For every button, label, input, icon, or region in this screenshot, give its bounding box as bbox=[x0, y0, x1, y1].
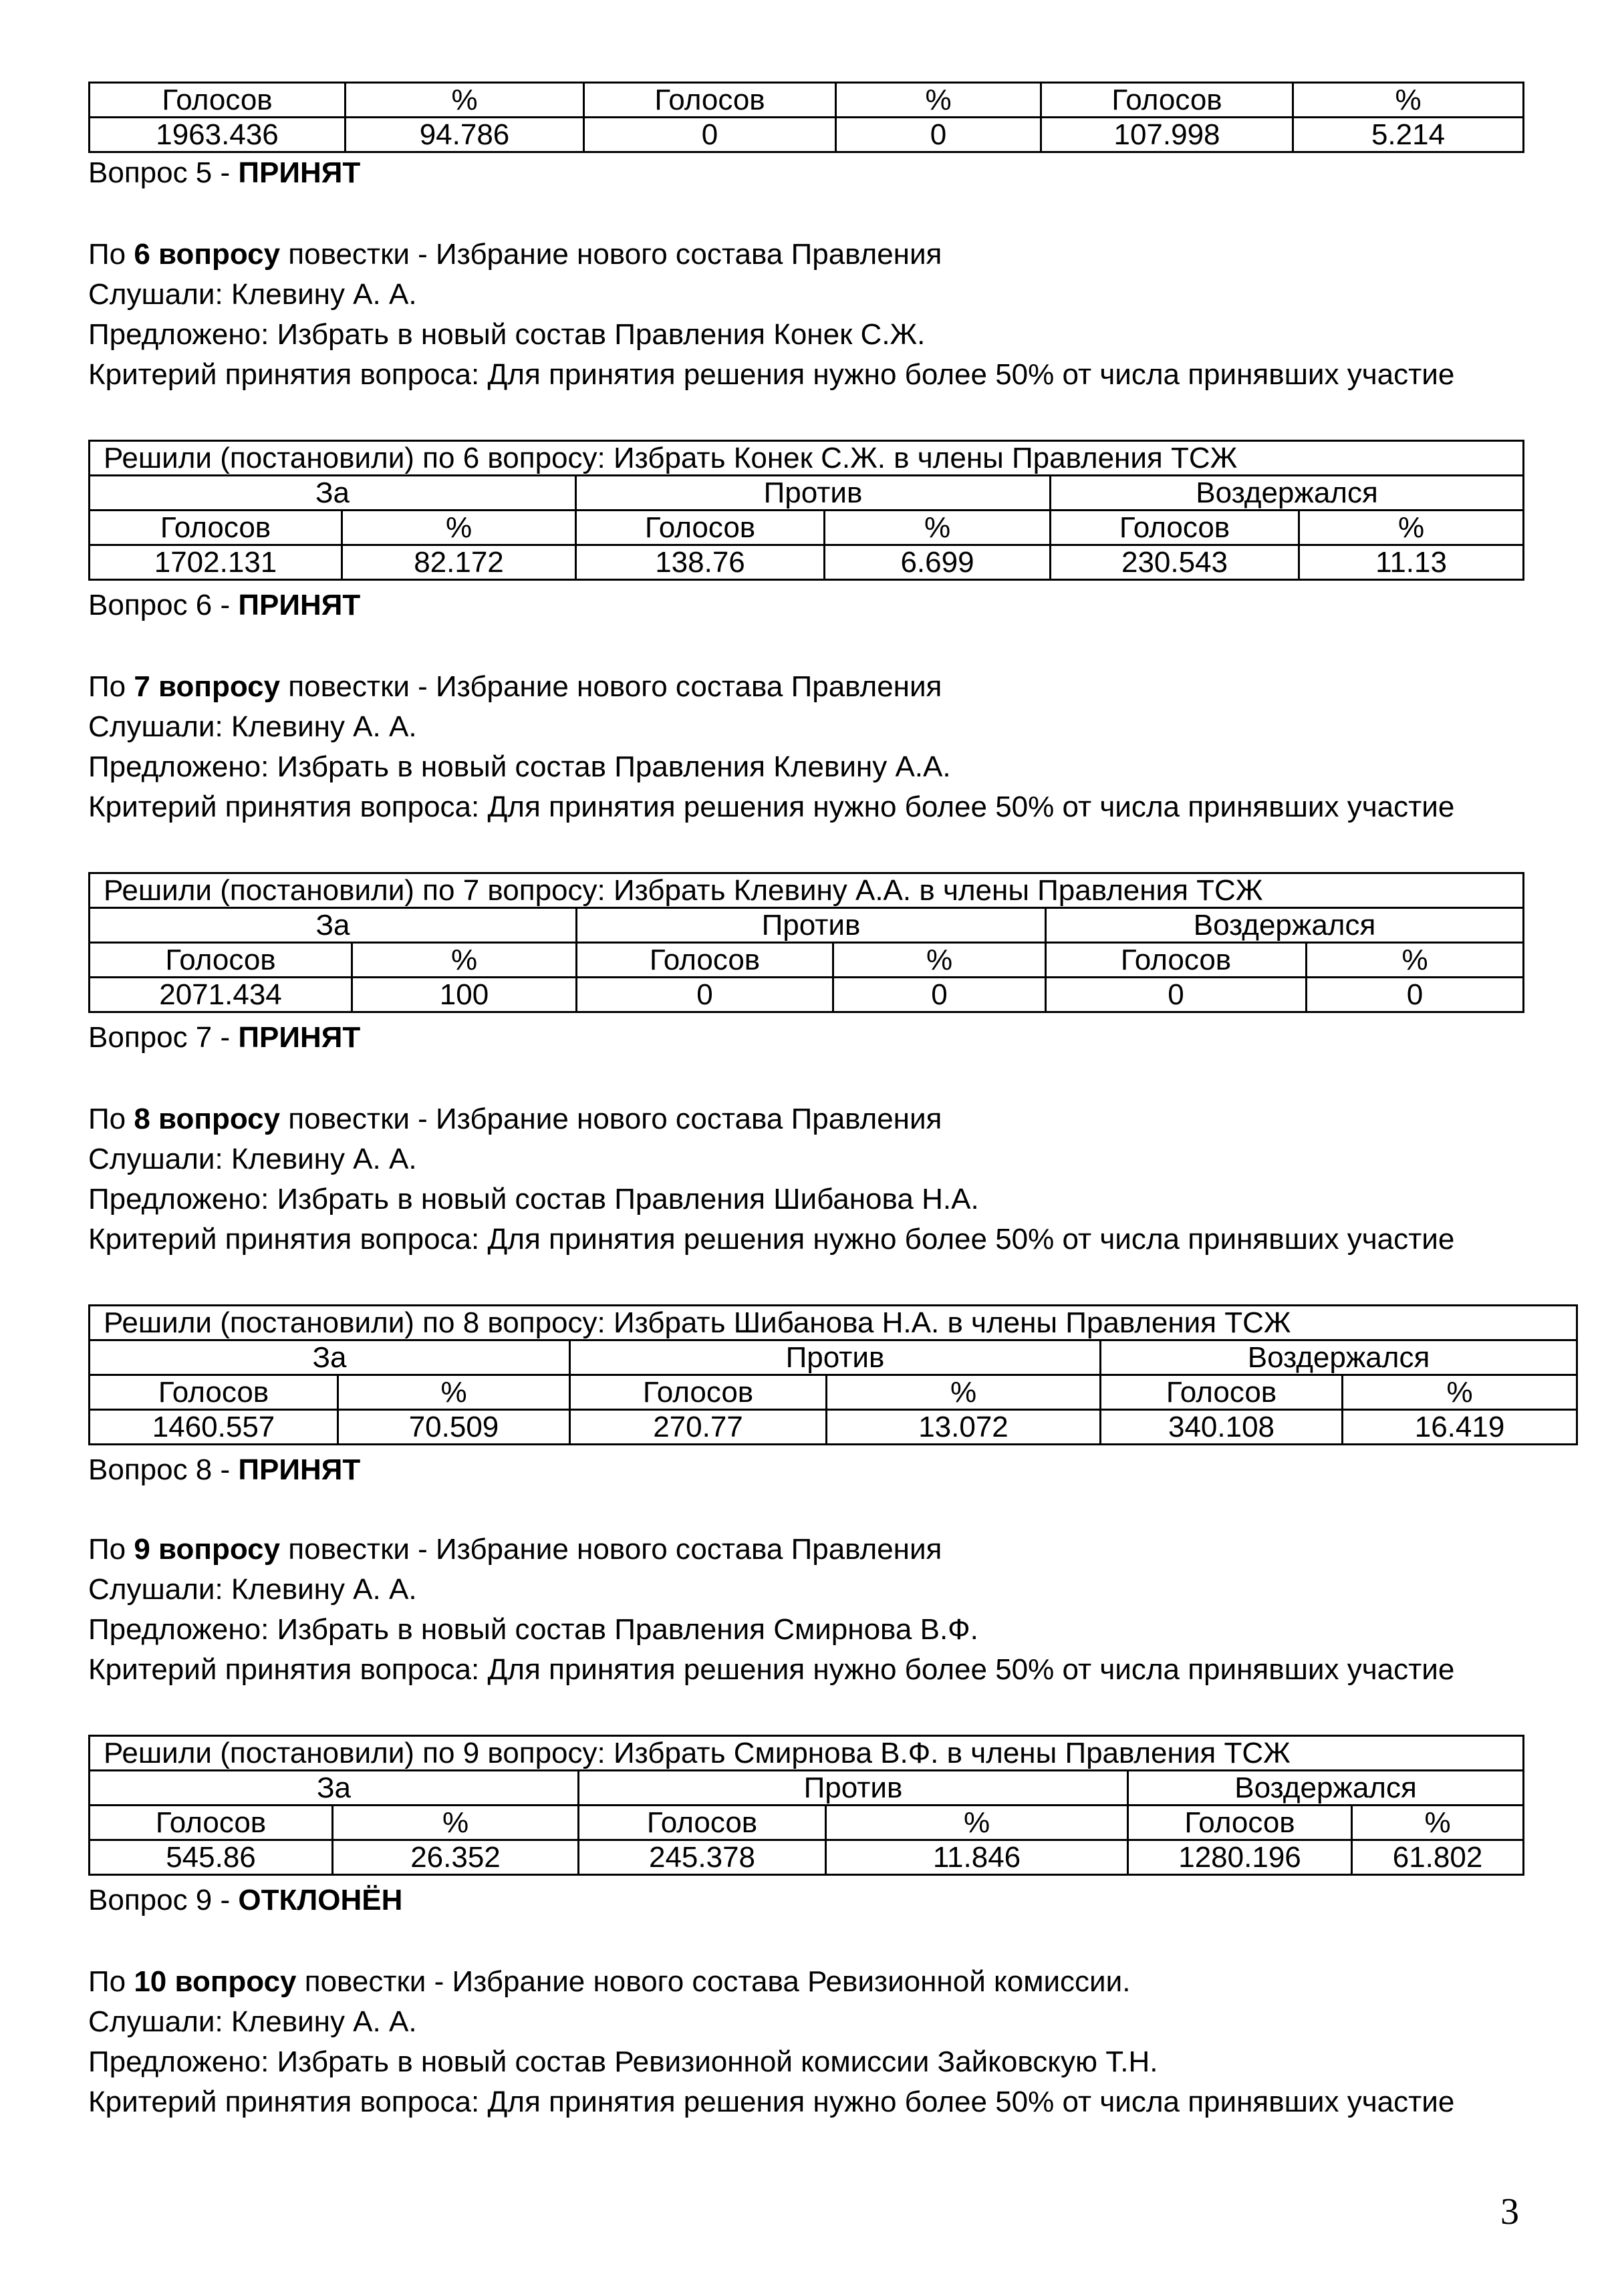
header-cell: Голосов bbox=[577, 943, 833, 978]
value-cell: 26.352 bbox=[333, 1840, 579, 1875]
question-result bbox=[88, 1451, 360, 1489]
group-abstained: Воздержался bbox=[1101, 1340, 1577, 1375]
group-for: За bbox=[90, 908, 577, 943]
value-cell: 270.77 bbox=[570, 1410, 827, 1445]
table-caption: Решили (постановили) по 7 вопросу: Избрать Клевину А.А. в члены Правления ТСЖ bbox=[90, 873, 1524, 908]
result-status: ПРИНЯТ bbox=[238, 156, 361, 189]
header-cell: % bbox=[333, 1806, 579, 1840]
page-number: 3 bbox=[1500, 2191, 1519, 2233]
question-heading bbox=[88, 1963, 1130, 2001]
group-against: Против bbox=[579, 1771, 1128, 1806]
value-cell: 1963.436 bbox=[90, 118, 346, 152]
value-cell: 100 bbox=[352, 978, 577, 1012]
value-cell: 245.378 bbox=[579, 1840, 826, 1875]
header-cell: % bbox=[827, 1375, 1101, 1410]
header-row bbox=[90, 1806, 1524, 1840]
value-cell: 11.13 bbox=[1299, 545, 1524, 580]
header-cell: % bbox=[1343, 1375, 1577, 1410]
result-label: Вопрос 8 - bbox=[88, 1453, 239, 1486]
header-cell: Голосов bbox=[579, 1806, 826, 1840]
question-result bbox=[88, 586, 360, 625]
header-cell: Голосов bbox=[90, 83, 346, 118]
group-against: Против bbox=[577, 908, 1046, 943]
proposed-line: Предложено: Избрать в новый состав Правления Клевину А.А. bbox=[88, 750, 951, 783]
header-cell: Голосов bbox=[570, 1375, 827, 1410]
header-cell: Голосов bbox=[90, 1375, 338, 1410]
proposed-line: Предложено: Избрать в новый состав Правления Смирнова В.Ф. bbox=[88, 1613, 978, 1646]
value-cell: 0 bbox=[584, 118, 836, 152]
group-against: Против bbox=[570, 1340, 1101, 1375]
question-prefix: По bbox=[88, 670, 134, 703]
table-caption: Решили (постановили) по 8 вопросу: Избрать Шибанова Н.А. в члены Правления ТСЖ bbox=[90, 1306, 1577, 1340]
value-cell: 6.699 bbox=[825, 545, 1051, 580]
value-cell: 1460.557 bbox=[90, 1410, 338, 1445]
header-cell: % bbox=[833, 943, 1046, 978]
header-cell: % bbox=[836, 83, 1041, 118]
question-prefix: По bbox=[88, 1103, 134, 1135]
question-heading bbox=[88, 1530, 942, 1569]
group-row bbox=[90, 908, 1524, 943]
table-caption: Решили (постановили) по 6 вопросу: Избрать Конек С.Ж. в члены Правления ТСЖ bbox=[90, 441, 1524, 476]
header-cell: Голосов bbox=[90, 511, 342, 545]
question-number: 10 вопросу bbox=[134, 1965, 297, 1998]
proposed-line: Предложено: Избрать в новый состав Правления Конек С.Ж. bbox=[88, 318, 926, 351]
header-cell: Голосов bbox=[90, 943, 352, 978]
group-abstained: Воздержался bbox=[1051, 476, 1524, 511]
header-cell: % bbox=[1299, 511, 1524, 545]
header-cell: % bbox=[1307, 943, 1524, 978]
value-cell: 61.802 bbox=[1352, 1840, 1524, 1875]
header-cell: Голосов bbox=[576, 511, 825, 545]
header-row bbox=[90, 511, 1524, 545]
result-label: Вопрос 9 - bbox=[88, 1884, 239, 1916]
question-result bbox=[88, 1018, 360, 1057]
result-status: ПРИНЯТ bbox=[238, 589, 361, 621]
value-cell: 230.543 bbox=[1051, 545, 1299, 580]
group-for: За bbox=[90, 476, 576, 511]
header-cell: % bbox=[342, 511, 576, 545]
question-topic: повестки - Избрание нового состава Правления bbox=[280, 1103, 942, 1135]
question-result bbox=[88, 1881, 402, 1920]
value-cell: 107.998 bbox=[1041, 118, 1293, 152]
header-cell: % bbox=[346, 83, 584, 118]
heard-line: Слушали: Клевину А. А. bbox=[88, 2005, 417, 2038]
value-cell: 82.172 bbox=[342, 545, 576, 580]
value-cell: 11.846 bbox=[826, 1840, 1128, 1875]
vote-table bbox=[88, 440, 1524, 581]
vote-table-q5 bbox=[88, 82, 1524, 153]
heard-line: Слушали: Клевину А. А. bbox=[88, 1573, 417, 1606]
question-topic: повестки - Избрание нового состава Правления bbox=[280, 1533, 942, 1566]
group-abstained: Воздержался bbox=[1046, 908, 1524, 943]
header-cell: Голосов bbox=[1051, 511, 1299, 545]
value-row bbox=[90, 1840, 1524, 1875]
header-cell: Голосов bbox=[584, 83, 836, 118]
group-for: За bbox=[90, 1771, 579, 1806]
criterion-line: Критерий принятия вопроса: Для принятия решения нужно более 50% от числа принявших участие bbox=[88, 2086, 1455, 2118]
proposed-line: Предложено: Избрать в новый состав Правления Шибанова Н.А. bbox=[88, 1183, 979, 1215]
value-cell: 94.786 bbox=[346, 118, 584, 152]
question-heading bbox=[88, 235, 942, 274]
value-row bbox=[90, 118, 1524, 152]
question-number: 8 вопросу bbox=[134, 1103, 281, 1135]
header-cell: Голосов bbox=[90, 1806, 333, 1840]
result-status: ОТКЛОНЁН bbox=[238, 1884, 403, 1916]
question-heading bbox=[88, 1100, 942, 1139]
value-cell: 0 bbox=[1046, 978, 1307, 1012]
value-cell: 16.419 bbox=[1343, 1410, 1577, 1445]
value-cell: 0 bbox=[833, 978, 1046, 1012]
value-cell: 1280.196 bbox=[1128, 1840, 1352, 1875]
vote-table bbox=[88, 872, 1524, 1013]
value-row bbox=[90, 1410, 1577, 1445]
criterion-line: Критерий принятия вопроса: Для принятия решения нужно более 50% от числа принявших участие bbox=[88, 1223, 1455, 1256]
header-row bbox=[90, 83, 1524, 118]
question-prefix: По bbox=[88, 1533, 134, 1566]
result-label: Вопрос 7 - bbox=[88, 1021, 239, 1054]
question-prefix: По bbox=[88, 1965, 134, 1998]
heard-line: Слушали: Клевину А. А. bbox=[88, 1143, 417, 1175]
value-cell: 545.86 bbox=[90, 1840, 333, 1875]
group-abstained: Воздержался bbox=[1128, 1771, 1524, 1806]
question-topic: повестки - Избрание нового состава Правления bbox=[280, 238, 942, 271]
criterion-line: Критерий принятия вопроса: Для принятия решения нужно более 50% от числа принявших участие bbox=[88, 1653, 1455, 1686]
question-5-result bbox=[88, 154, 360, 192]
vote-table bbox=[88, 1735, 1524, 1876]
header-cell: Голосов bbox=[1128, 1806, 1352, 1840]
question-number: 7 вопросу bbox=[134, 670, 281, 703]
group-row bbox=[90, 476, 1524, 511]
header-cell: % bbox=[825, 511, 1051, 545]
value-cell: 138.76 bbox=[576, 545, 825, 580]
value-cell: 70.509 bbox=[338, 1410, 570, 1445]
header-row bbox=[90, 1375, 1577, 1410]
result-label: Вопрос 6 - bbox=[88, 589, 239, 621]
header-cell: % bbox=[338, 1375, 570, 1410]
value-cell: 13.072 bbox=[827, 1410, 1101, 1445]
value-cell: 0 bbox=[836, 118, 1041, 152]
value-cell: 0 bbox=[577, 978, 833, 1012]
group-row bbox=[90, 1340, 1577, 1375]
proposed-line: Предложено: Избрать в новый состав Ревизионной комиссии Зайковскую Т.Н. bbox=[88, 2045, 1158, 2078]
heard-line: Слушали: Клевину А. А. bbox=[88, 278, 417, 311]
value-cell: 2071.434 bbox=[90, 978, 352, 1012]
value-row bbox=[90, 978, 1524, 1012]
question-number: 9 вопросу bbox=[134, 1533, 281, 1566]
question-topic: повестки - Избрание нового состава Правления bbox=[280, 670, 942, 703]
header-cell: % bbox=[1352, 1806, 1524, 1840]
value-cell: 1702.131 bbox=[90, 545, 342, 580]
header-cell: % bbox=[826, 1806, 1128, 1840]
result-status: ПРИНЯТ bbox=[238, 1453, 361, 1486]
value-cell: 0 bbox=[1307, 978, 1524, 1012]
header-row bbox=[90, 943, 1524, 978]
question-topic: повестки - Избрание нового состава Ревизионной комиссии. bbox=[296, 1965, 1131, 1998]
header-cell: Голосов bbox=[1101, 1375, 1343, 1410]
header-cell: Голосов bbox=[1041, 83, 1293, 118]
header-cell: % bbox=[1293, 83, 1524, 118]
value-cell: 5.214 bbox=[1293, 118, 1524, 152]
question-prefix: По bbox=[88, 238, 134, 271]
criterion-line: Критерий принятия вопроса: Для принятия решения нужно более 50% от числа принявших участие bbox=[88, 358, 1455, 391]
criterion-line: Критерий принятия вопроса: Для принятия решения нужно более 50% от числа принявших участие bbox=[88, 791, 1455, 823]
header-cell: Голосов bbox=[1046, 943, 1307, 978]
question-number: 6 вопросу bbox=[134, 238, 281, 271]
value-row bbox=[90, 545, 1524, 580]
question-heading bbox=[88, 668, 942, 706]
value-cell: 340.108 bbox=[1101, 1410, 1343, 1445]
group-row bbox=[90, 1771, 1524, 1806]
result-label: Вопрос 5 - bbox=[88, 156, 239, 189]
header-cell: % bbox=[352, 943, 577, 978]
table-caption: Решили (постановили) по 9 вопросу: Избрать Смирнова В.Ф. в члены Правления ТСЖ bbox=[90, 1736, 1524, 1771]
group-against: Против bbox=[576, 476, 1051, 511]
result-status: ПРИНЯТ bbox=[238, 1021, 361, 1054]
vote-table bbox=[88, 1304, 1578, 1445]
heard-line: Слушали: Клевину А. А. bbox=[88, 710, 417, 743]
group-for: За bbox=[90, 1340, 570, 1375]
